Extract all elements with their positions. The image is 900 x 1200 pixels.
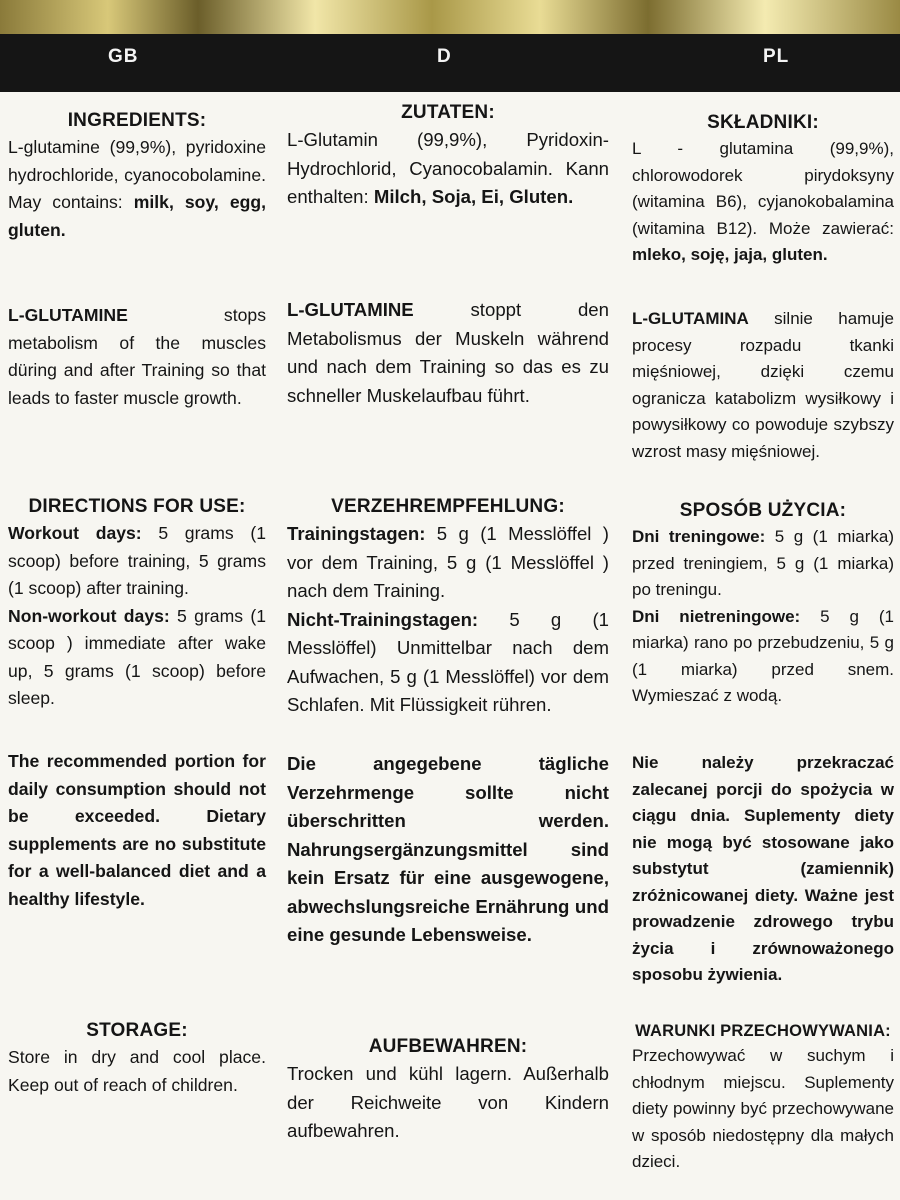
d-workout-body: 5 g (1 Messlöffel ) vor dem Training, 5 g (1 Messlöffel ) nach dem Training. (287, 523, 609, 601)
pl-workout-text (632, 524, 894, 604)
gb-ingredients-title: INGREDIENTS: (67, 110, 207, 131)
lang-label-pl: PL (763, 46, 790, 67)
d-ingredients-section (287, 102, 609, 212)
pl-nonworkout-text (632, 604, 894, 710)
gb-description-text (8, 302, 266, 412)
gb-description-section (8, 302, 266, 412)
pl-allergens: mleko, soję, jaja, gluten. (632, 245, 828, 264)
d-nonworkout-text (287, 606, 609, 720)
d-storage-title: AUFBEWAHREN: (368, 1036, 528, 1057)
gb-ingredients-text (8, 134, 266, 244)
d-directions-section (287, 496, 609, 720)
pl-directions-title: SPOSÓB UŻYCIA: (679, 500, 847, 521)
d-storage-section (287, 1036, 609, 1146)
gb-storage-title: STORAGE: (86, 1020, 188, 1041)
pl-storage-title: WARUNKI PRZECHOWYWANIA: (635, 1022, 891, 1040)
pl-description-text (632, 306, 894, 465)
d-ingredients-text (287, 126, 609, 212)
d-ingredients-list: L-Glutamin (99,9%), Pyridoxin-Hydrochlorid, Cyanocobalamin. (287, 129, 609, 179)
lang-label-d: D (437, 46, 452, 67)
pl-ingredients-text (632, 136, 894, 269)
gb-warning-section (8, 748, 266, 913)
d-product-name: L-GLUTAMINE (287, 299, 414, 320)
d-description-section (287, 296, 609, 410)
d-nonworkout-body: 5 g (1 Messlöffel) Unmittelbar nach dem Aufwachen, 5 g (1 Messlöffel) vor dem Schlafen. Mit Flüssigkeit rühren. (287, 608, 609, 715)
gb-warning-text: The recommended portion for daily consumption should not be exceeded. Dietary supplements are no substitute for a well-balanced diet and a healthy lifestyle. (8, 751, 266, 909)
d-directions-title: VERZEHREMPFEHLUNG: (331, 496, 565, 517)
pl-storage-text: Przechowywać w suchym i chłodnym miejscu. Suplementy diety powinny być przechowywane w sposób niedostępny dla małych dzieci. (632, 1046, 894, 1171)
pl-nonworkout-body: 5 g (1 miarka) rano po przebudzeniu, 5 g (1 miarka) przed snem. Wymieszać z wodą. (632, 606, 894, 705)
pl-workout-body: 5 g (1 miarka) przed treningiem, 5 g (1 miarka) po treningu. (632, 527, 894, 599)
d-workout-label: Trainingstagen: (287, 523, 426, 544)
pl-description-body: silnie hamuje procesy rozpadu tkanki mięśniowej, dzięki czemu ogranicza katabolizm wysiłkowy i powysiłkowy co powoduje szybszy wzrost masy mięśniowej. (632, 309, 894, 461)
gb-storage-text: Store in dry and cool place. Keep out of reach of children. (8, 1047, 266, 1095)
pl-ingredients-title: SKŁADNIKI: (707, 112, 819, 133)
gb-ingredients-section (8, 110, 266, 244)
gb-allergens: milk, soy, egg, gluten. (8, 192, 266, 240)
lang-label-gb: GB (108, 46, 139, 67)
gb-nonworkout-label: Non-workout days: (8, 605, 170, 626)
pl-description-section (632, 306, 894, 465)
gb-storage-section (8, 1020, 266, 1099)
d-storage-text: Trocken und kühl lagern. Außerhalb der Reichweite von Kindern aufbewahren. (287, 1063, 609, 1141)
d-workout-text (287, 520, 609, 606)
gb-workout-text (8, 520, 266, 603)
pl-directions-section (632, 500, 894, 710)
pl-storage-section (632, 1022, 894, 1176)
pl-ingredients-list: L - glutamina (99,9%), chlorowodorek pirydoksyny (witamina B6), cyjanokobalamina (witamina B12). (632, 139, 894, 238)
gb-nonworkout-text (8, 603, 266, 713)
d-allergens: Milch, Soja, Ei, Gluten. (373, 186, 574, 207)
gb-workout-label: Workout days: (8, 523, 142, 543)
gb-directions-section (8, 496, 266, 713)
d-nonworkout-label: Nicht-Trainingstagen: (287, 608, 479, 630)
d-description-text (287, 296, 609, 410)
pl-warning-text: Nie należy przekraczać zalecanej porcji do spożycia w ciągu dnia. Suplementy diety nie mogą być stosowane jako substytut (zamiennik) zróżnicowanej diety. Ważne jest prowadzenie zdrowego trybu życia i zrównoważonego sposobu żywienia. (632, 753, 894, 984)
pl-warning-section (632, 750, 894, 989)
pl-nonworkout-label: Dni nietreningowe: (632, 606, 801, 626)
pl-workout-label: Dni treningowe: (632, 527, 766, 546)
d-warning-text: Die angegebene tägliche Verzehrmenge sollte nicht überschritten werden. Nahrungsergänzungsmittel sind kein Ersatz für eine ausgewogene, abwechslungsreiche Ernährung und eine gesunde Lebensweise. (287, 753, 609, 945)
gb-workout-body: 5 grams (1 scoop) before training, 5 grams (1 scoop) after training. (8, 523, 266, 598)
pl-ingredients-section (632, 112, 894, 269)
gb-directions-title: DIRECTIONS FOR USE: (28, 496, 246, 517)
gb-description-body: stops metabolism of the muscles düring and after Training so that leads to faster muscle growth. (8, 305, 266, 408)
d-description-body: stoppt den Metabolismus der Muskeln während und nach dem Training so das es zu schneller Muskelaufbau führt. (287, 299, 609, 406)
d-warning-section (287, 750, 609, 950)
gb-ingredients-list: L-glutamine (99,9%), pyridoxine hydrochloride, cyanocobolamine. (8, 137, 266, 185)
gb-nonworkout-body: 5 grams (1 scoop ) immediate after wake up, 5 grams (1 scoop) before sleep. (8, 605, 266, 708)
gb-product-name: L-GLUTAMINE (8, 305, 128, 325)
gb-may-contain-label: May contains: (8, 192, 134, 212)
d-ingredients-title: ZUTATEN: (401, 102, 495, 123)
pl-product-name: L-GLUTAMINA (632, 309, 749, 328)
pl-may-contain-label: Może zawierać: (768, 218, 894, 238)
d-may-contain-label: Kann enthalten: (287, 157, 610, 207)
